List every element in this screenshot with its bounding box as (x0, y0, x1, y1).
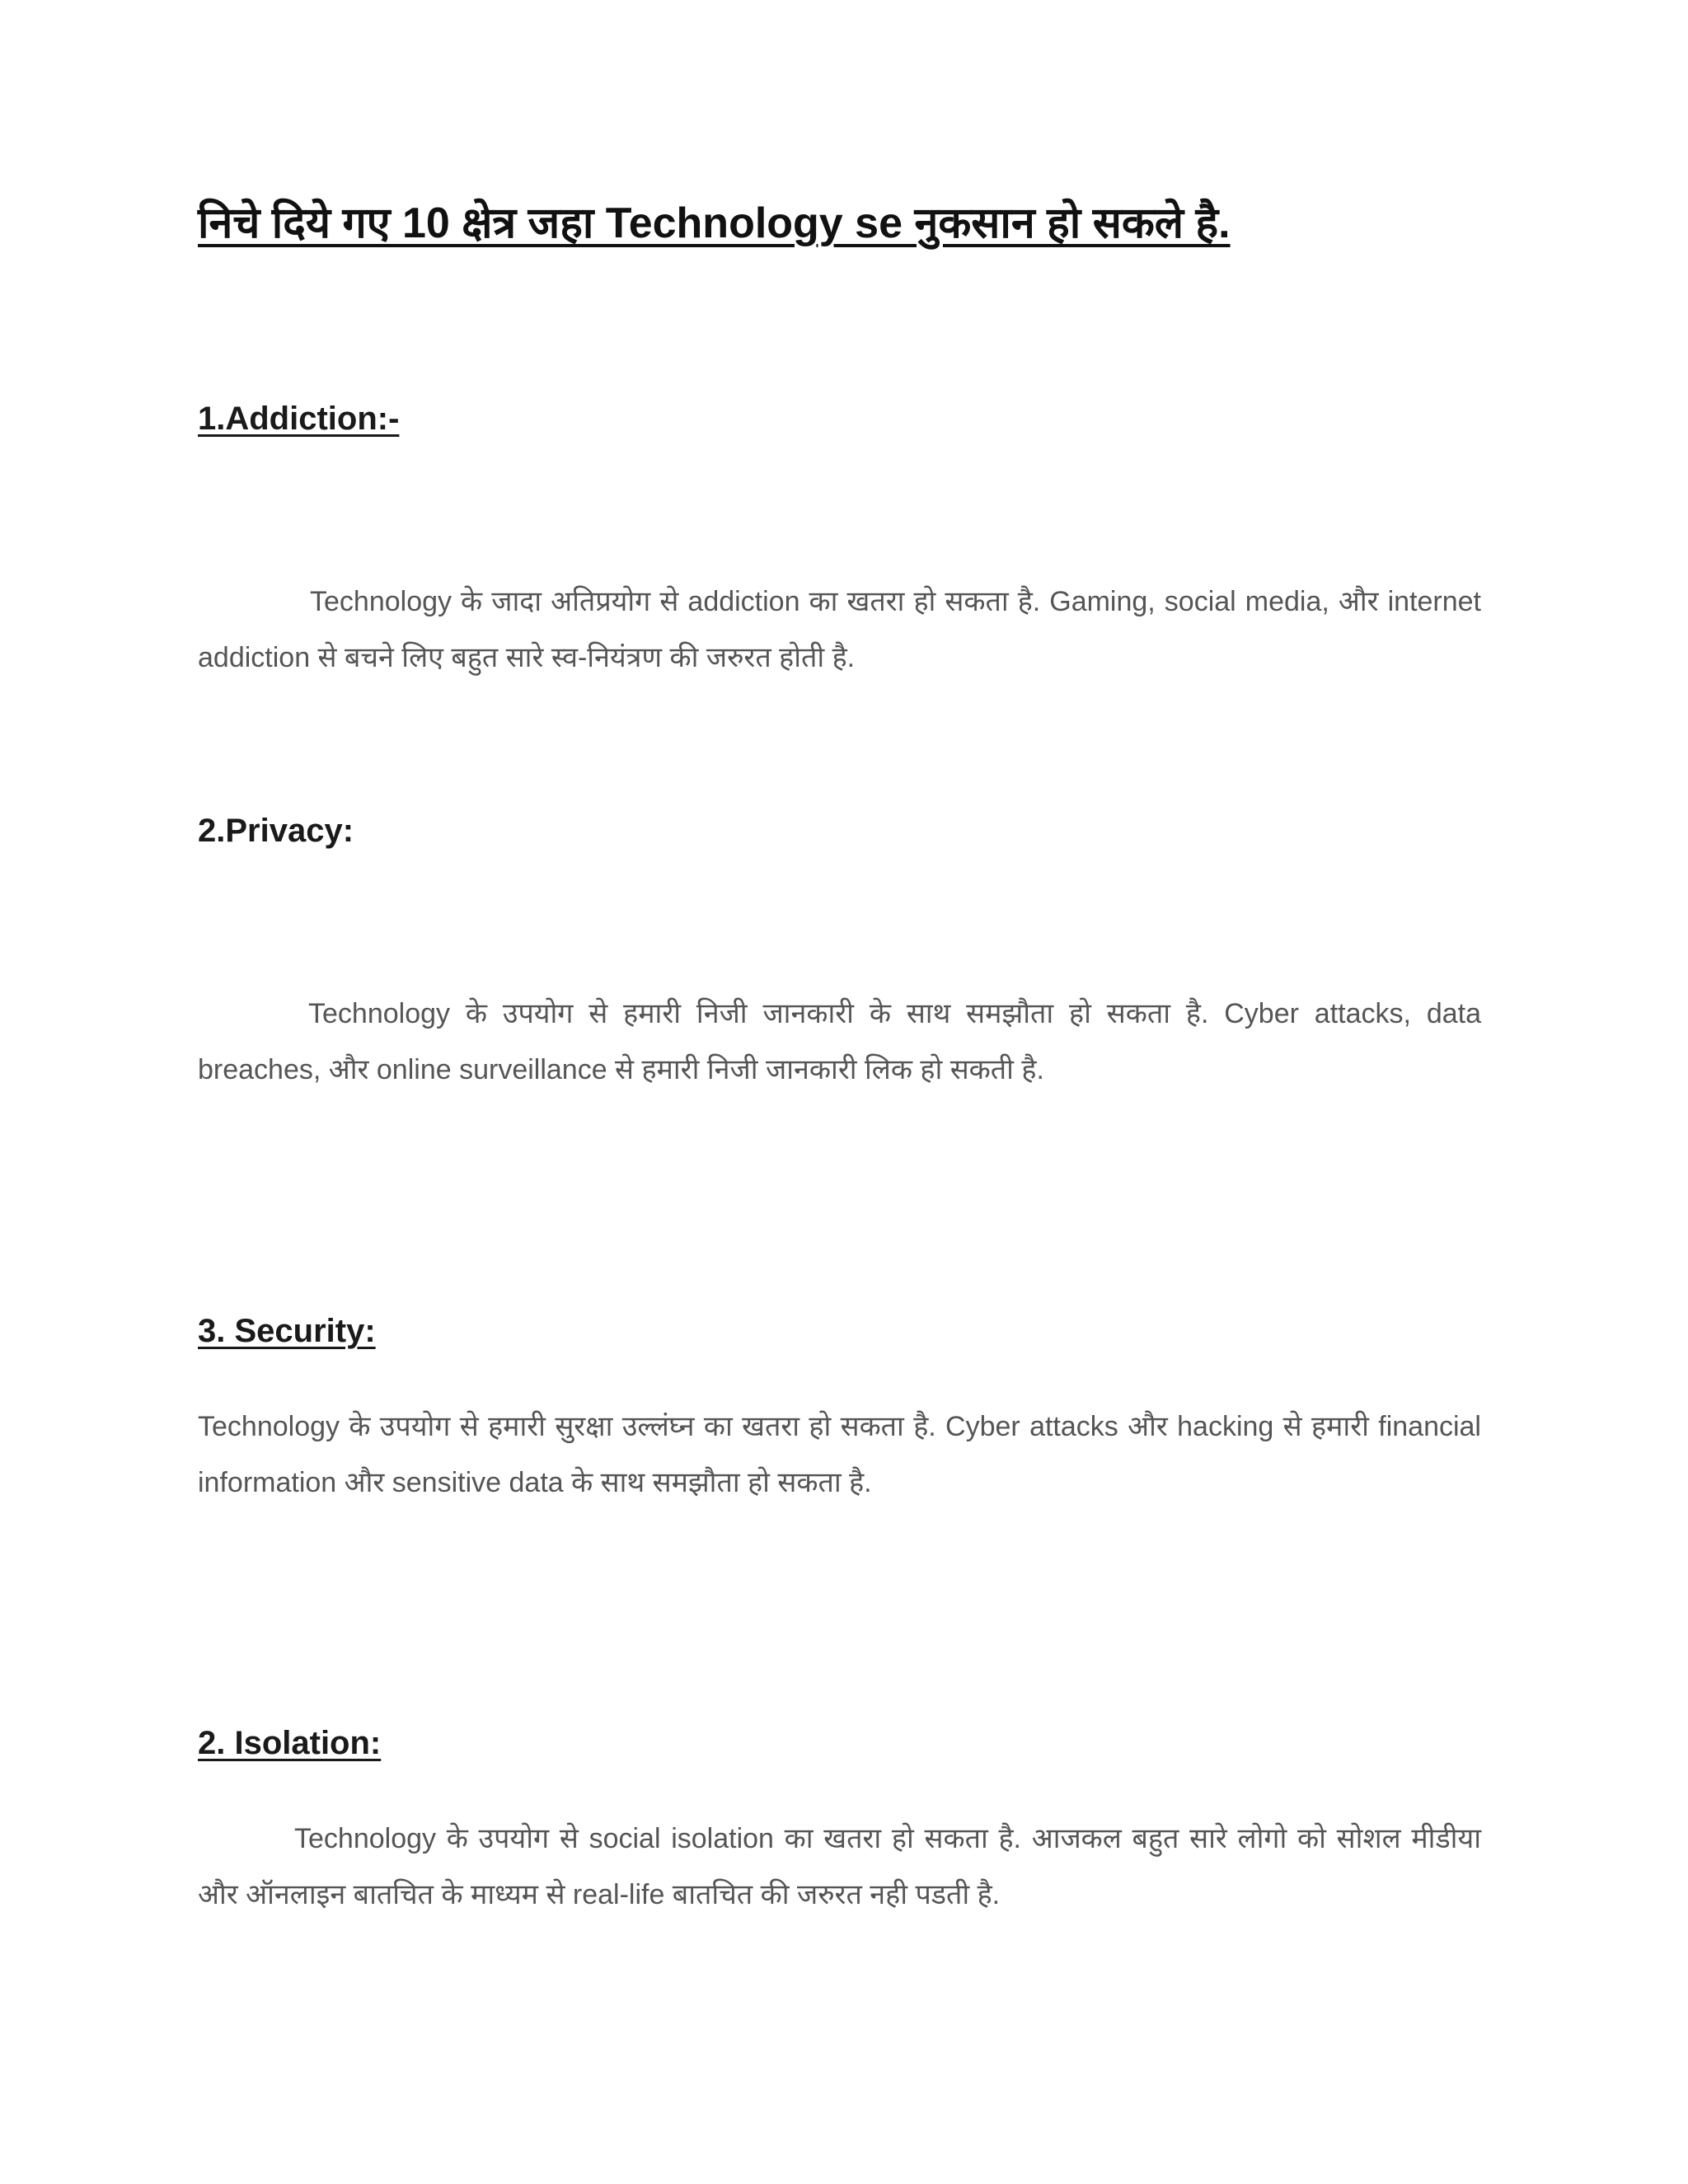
section-heading-addiction: 1.Addiction:- (198, 401, 400, 437)
section-body-addiction: Technology के जादा अतिप्रयोग से addiction का खतरा हो सकता है. Gaming, social media, और internet addiction से बचने लिए बहुत सारे स्व-नियंत्रण की जरुरत होती है. (198, 586, 1481, 673)
section-heading-security: 3. Security: (198, 1313, 376, 1349)
section-body-privacy: Technology के उपयोग से हमारी निजी जानकारी के साथ समझौता हो सकता है. Cyber attacks, data breaches, और online surveillance से हमारी निजी जानकारी लिक हो सकती है. (198, 998, 1481, 1085)
section-body-isolation: Technology के उपयोग से social isolation का खतरा हो सकता है. आजकल बहुत सारे लोगो को सोशल मीडीया और ऑनलाइन बातचित के माध्यम से real-life बातचित की जरुरत नही पडती है. (198, 1823, 1481, 1910)
section-body-security: Technology के उपयोग से हमारी सुरक्षा उल्लंघ्न का खतरा हो सकता है. Cyber attacks और hacking से हमारी financial information और sensitive data के साथ समझौता हो सकता है. (198, 1411, 1481, 1498)
section-heading-privacy: 2.Privacy: (198, 813, 354, 849)
section-heading-isolation: 2. Isolation: (198, 1725, 382, 1761)
document-title: निचे दिये गए 10 क्षेत्र जहा Technology se नुकसान हो सकले है. (198, 199, 1231, 247)
